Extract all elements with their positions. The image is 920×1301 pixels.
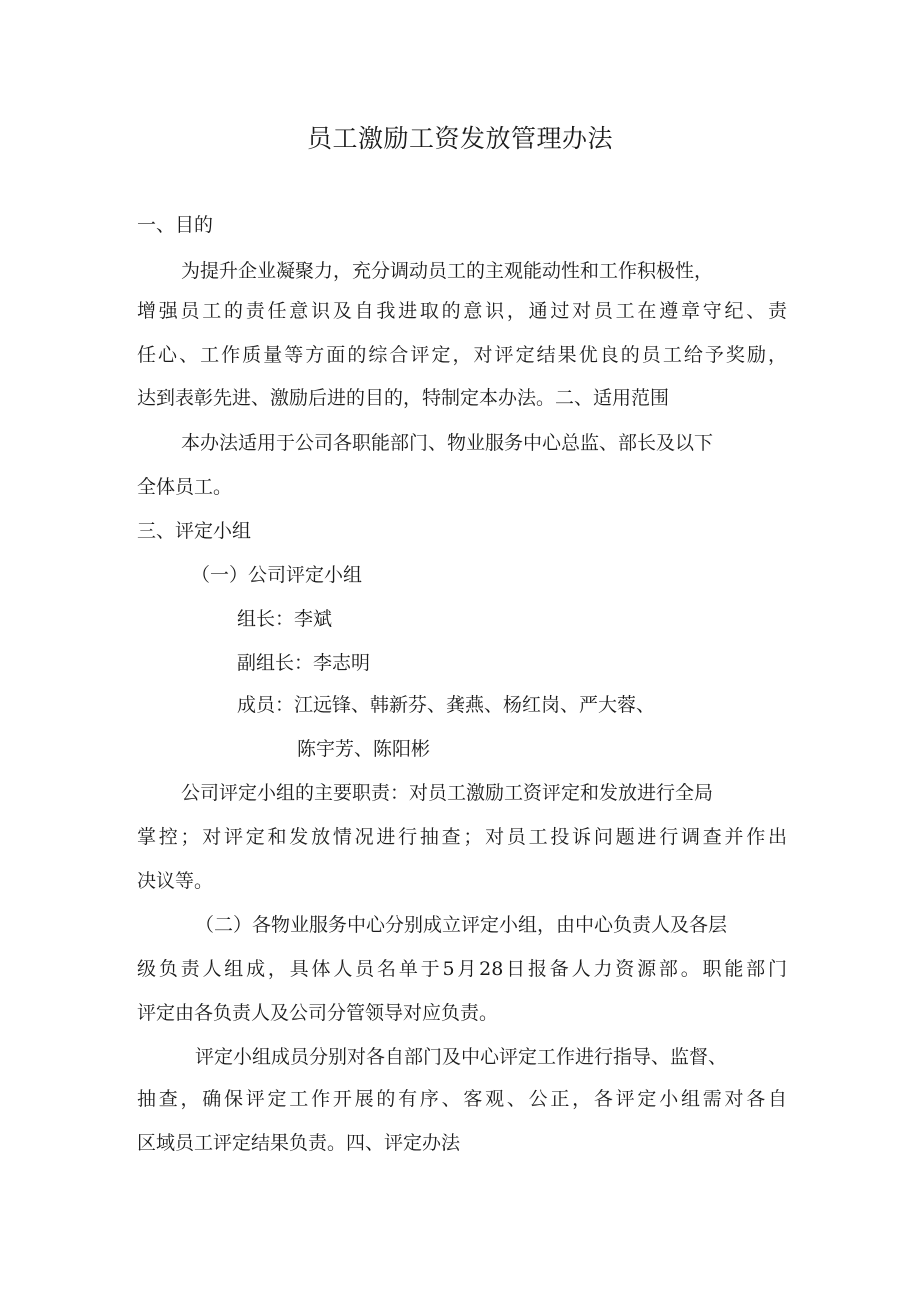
section-heading-purpose: 一、目的 (137, 214, 214, 236)
paragraph-line: 评定由各负责人及公司分管领导对应负责。 (137, 1002, 499, 1024)
paragraph-line: 区域员工评定结果负责。四、评定办法 (137, 1132, 461, 1154)
committee-leader: 组长：李斌 (237, 608, 333, 630)
paragraph-line: 评定小组成员分别对各自部门及中心评定工作进行指导、监督、 (195, 1046, 728, 1068)
paragraph-line: 级负责人组成，具体人员名单于5月28日报备人力资源部。职能部门 (137, 958, 787, 980)
committee-members: 成员：江远锋、韩新芬、龚燕、杨红岗、严大蓉、 (237, 694, 656, 716)
paragraph-line: 为提升企业凝聚力，充分调动员工的主观能动性和工作积极性， (181, 260, 714, 282)
section-heading-committee: 三、评定小组 (137, 520, 252, 542)
paragraph-line: 任心、工作质量等方面的综合评定，对评定结果优良的员工给予奖励， (137, 344, 787, 366)
committee-deputy-leader: 副组长：李志明 (237, 652, 371, 674)
paragraph-line: 决议等。 (137, 870, 214, 892)
document-title: 员工激励工资发放管理办法 (306, 124, 613, 153)
paragraph-line: 公司评定小组的主要职责：对员工激励工资评定和发放进行全局 (181, 782, 714, 804)
paragraph-line: 本办法适用于公司各职能部门、物业服务中心总监、部长及以下 (181, 432, 714, 454)
paragraph-line: （二）各物业服务中心分别成立评定小组，由中心负责人及各层 (195, 914, 728, 936)
subsection-heading-company-committee: （一）公司评定小组 (191, 564, 363, 586)
paragraph-line: 增强员工的责任意识及自我进取的意识，通过对员工在遵章守纪、责 (137, 300, 787, 322)
committee-members-continued: 陈宇芳、陈阳彬 (297, 738, 431, 760)
paragraph-line: 全体员工。 (137, 476, 233, 498)
paragraph-line: 抽查，确保评定工作开展的有序、客观、公正，各评定小组需对各自 (137, 1088, 787, 1110)
paragraph-line: 掌控；对评定和发放情况进行抽查；对员工投诉问题进行调查并作出 (137, 826, 787, 848)
paragraph-line: 达到表彰先进、激励后进的目的，特制定本办法。二、适用范围 (137, 387, 670, 409)
